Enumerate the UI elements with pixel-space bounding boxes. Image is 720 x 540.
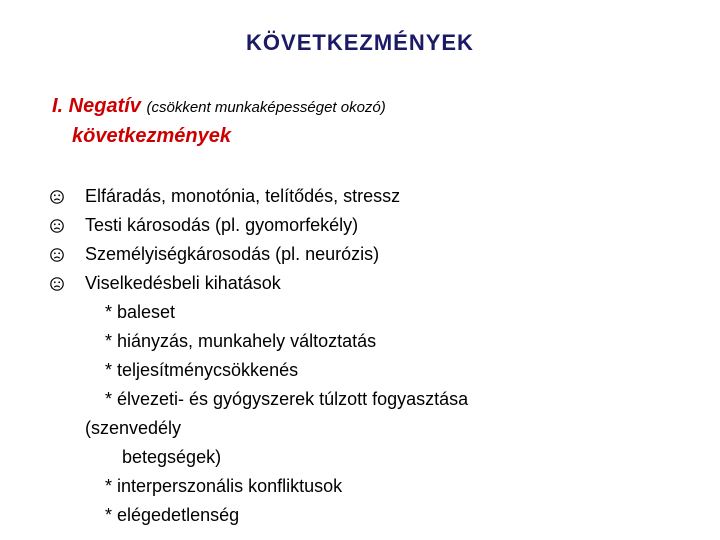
frown-icon [50, 190, 64, 204]
sub-item: * teljesítménycsökkenés [105, 360, 299, 380]
list-item [50, 211, 468, 240]
frown-icon [50, 277, 64, 291]
sub-item: * élvezeti- és gyógyszerek túlzott fogyasztása [105, 389, 469, 409]
sub-item: * elégedetlenség [105, 505, 240, 525]
list-item-text: Viselkedésbeli kihatások [85, 273, 281, 293]
list-item-text: Elfáradás, monotónia, telítődés, stressz [85, 186, 401, 206]
list-item [50, 269, 468, 298]
heading-line2: következmények [72, 125, 231, 147]
list-item [50, 240, 468, 269]
list-item [50, 182, 468, 211]
frown-icon [50, 248, 64, 262]
sub-item: * interperszonális konfliktusok [105, 476, 343, 496]
section-heading [52, 92, 386, 150]
list-item-text: Testi károsodás (pl. gyomorfekély) [85, 215, 359, 235]
frown-icon [50, 219, 64, 233]
slide-title: KÖVETKEZMÉNYEK [246, 30, 474, 55]
bullet-list [50, 182, 468, 530]
heading-prefix: I. Negatív [52, 95, 141, 117]
sub-item: * baleset [105, 302, 176, 322]
sub-item: * hiányzás, munkahely változtatás [105, 331, 377, 351]
list-item-text: Személyiségkárosodás (pl. neurózis) [85, 244, 380, 264]
sub-item-continuation: (szenvedély [85, 418, 182, 438]
heading-parenthetical: (csökkent munkaképességet okozó) [146, 99, 386, 116]
sub-item-continuation: betegségek) [122, 447, 222, 467]
